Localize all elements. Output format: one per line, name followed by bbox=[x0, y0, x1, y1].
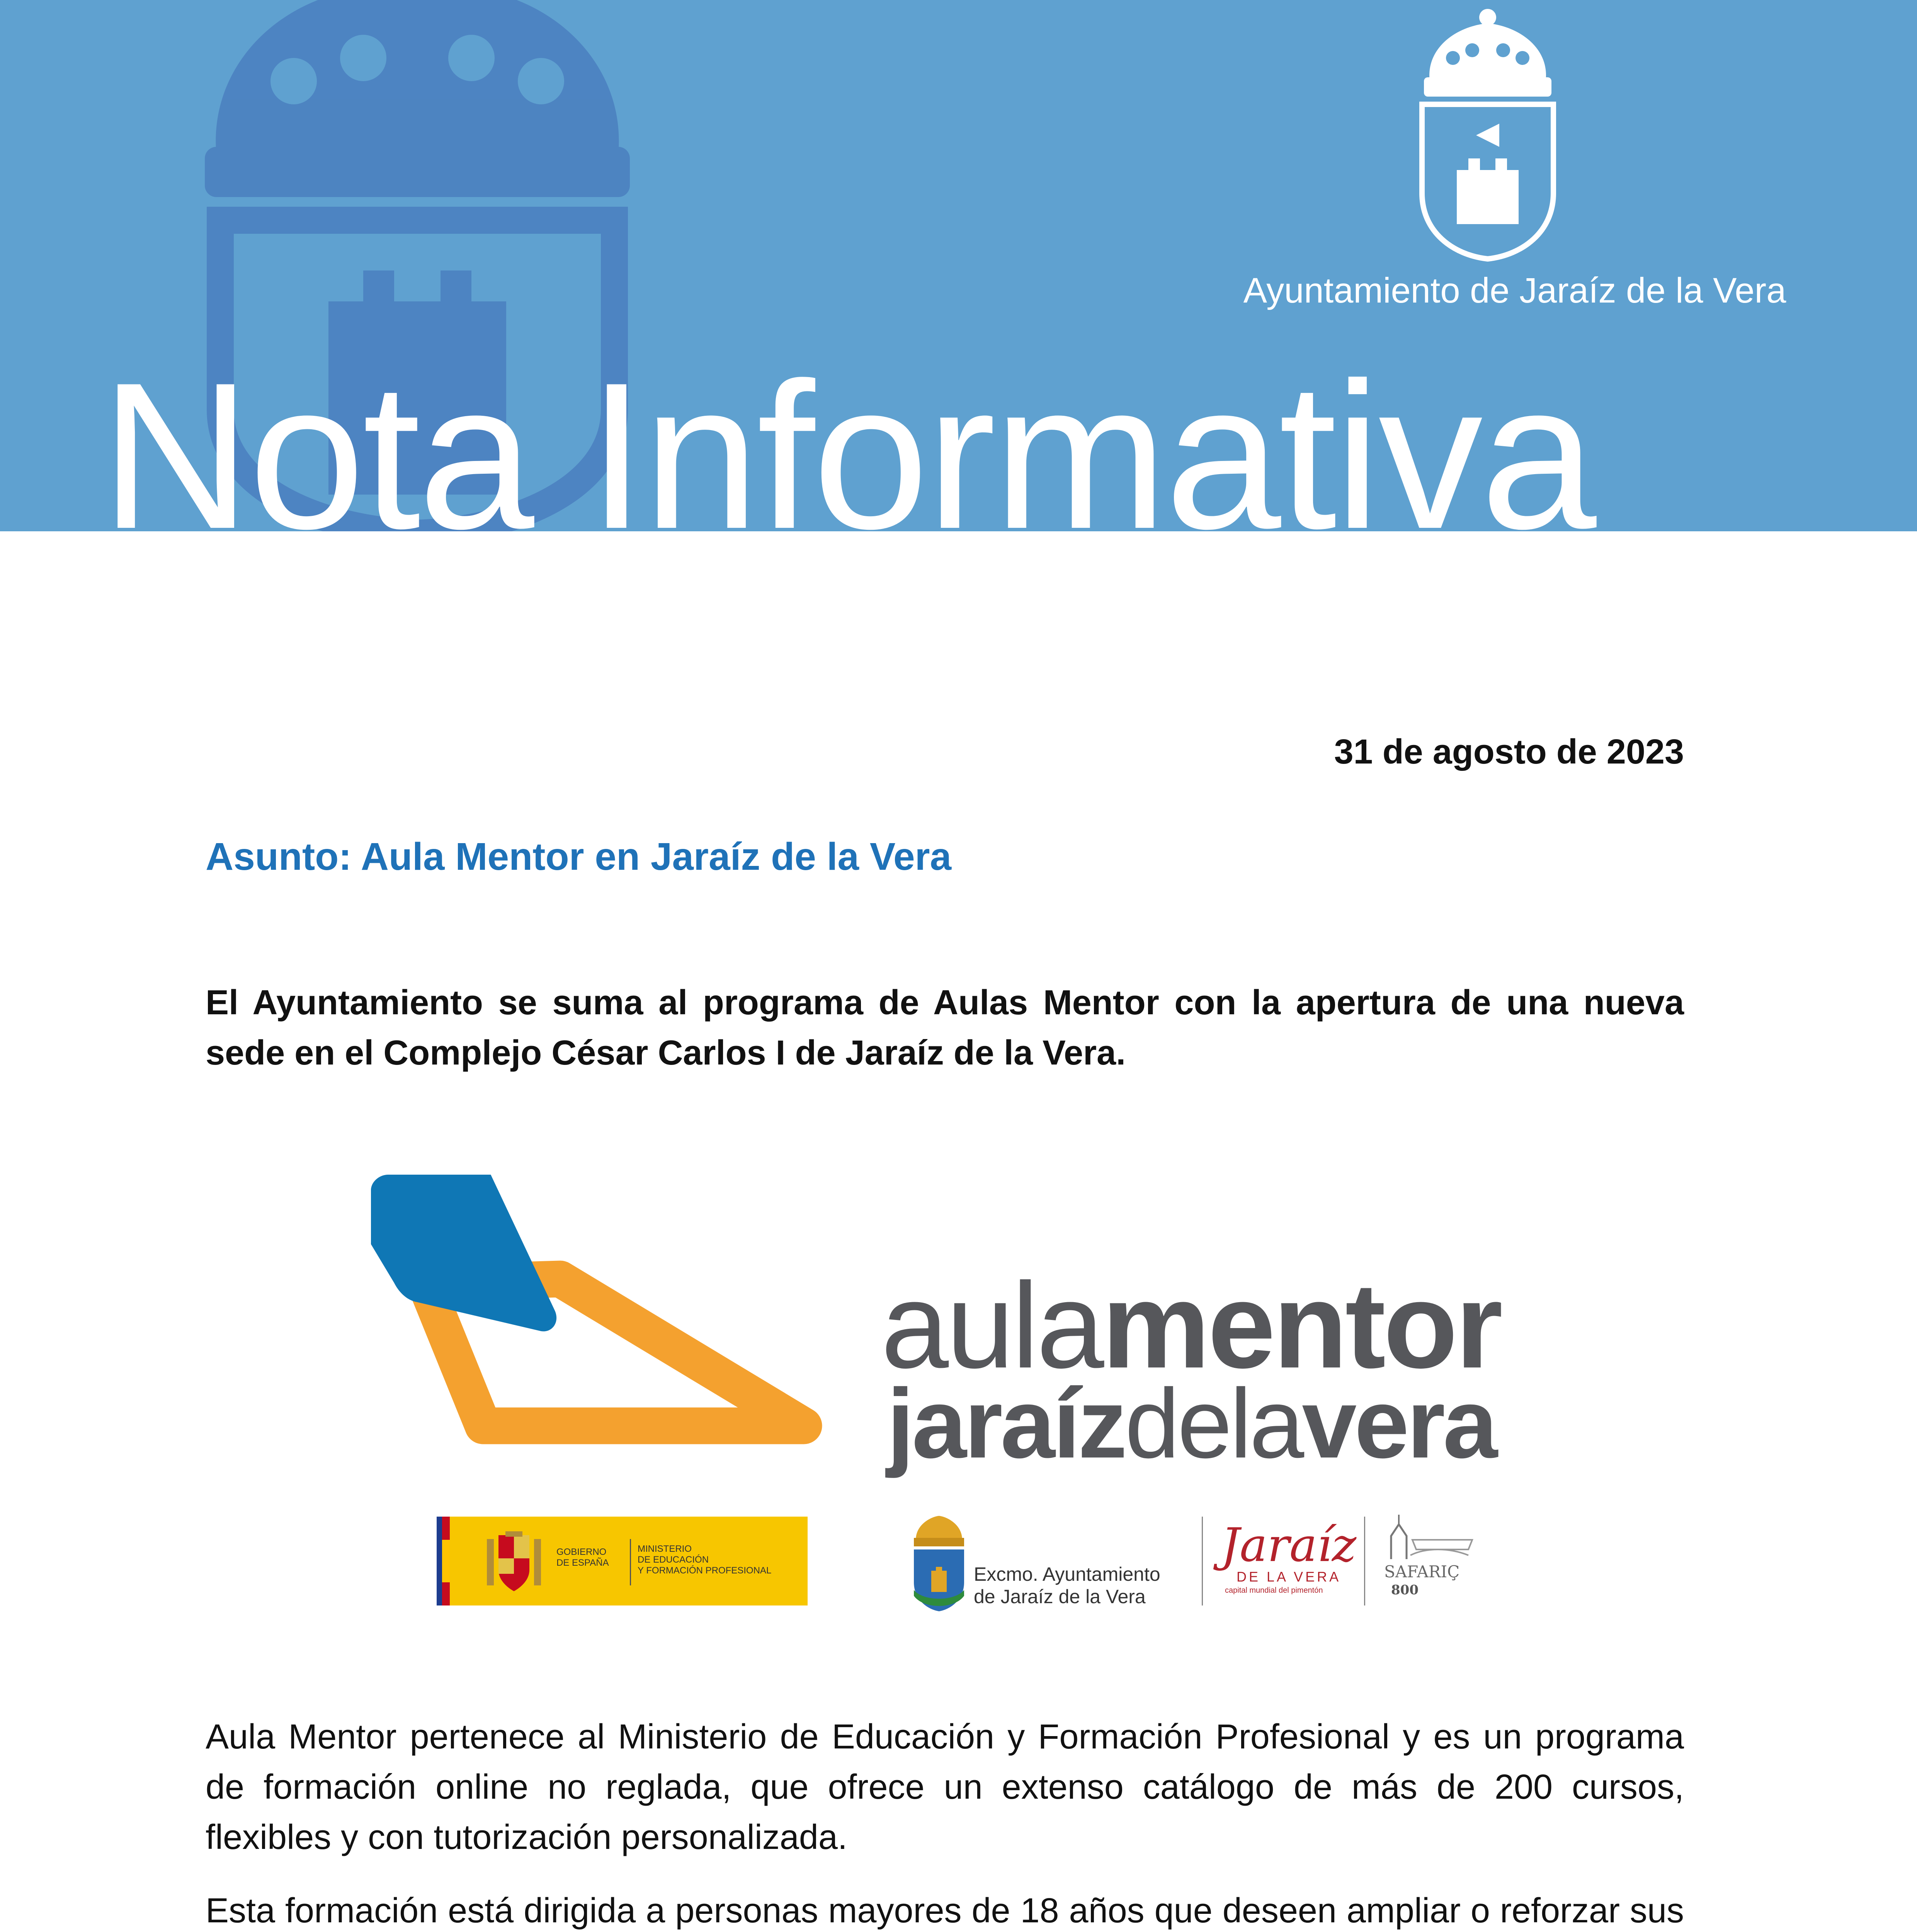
aula-mentor-logo bbox=[367, 1175, 1538, 1615]
body-paragraph: Aula Mentor pertenece al Ministerio de Educación y Formación Profesional y es un programa de formación online no reglada, que ofrece un extenso catálogo de más de 200 cursos, flexibles y con tutorización personalizada. bbox=[206, 1718, 1684, 1857]
ministerio-label: MINISTERIO DE EDUCACIÓN Y FORMACIÓN PROFESIONAL bbox=[638, 1544, 772, 1576]
safaric-label: SAFARIÇ bbox=[1384, 1562, 1460, 1581]
body-paragraph: Esta formación está dirigida a personas mayores de 18 años que deseen ampliar o reforzar sus bbox=[206, 1891, 1684, 1930]
spain-flag-icon bbox=[437, 1517, 450, 1605]
town-crest-icon bbox=[1407, 8, 1569, 270]
wordmark-aula: aula bbox=[881, 1257, 1102, 1393]
wordmark-mentor: mentor bbox=[1102, 1257, 1501, 1393]
wordmark-vera: vera bbox=[1302, 1369, 1495, 1479]
safaric-tower-icon bbox=[1376, 1513, 1476, 1563]
aula-mentor-shape-icon bbox=[367, 1175, 839, 1468]
ayuntamiento-label: Excmo. Ayuntamiento de Jaraíz de la Vera bbox=[974, 1563, 1160, 1607]
ayuntamiento-crest-icon bbox=[908, 1513, 970, 1613]
gobierno-label: GOBIERNO DE ESPAÑA bbox=[556, 1547, 609, 1568]
safaric-years: 800 bbox=[1391, 1582, 1419, 1598]
document-date: 31 de agosto de 2023 bbox=[1334, 733, 1684, 771]
separator bbox=[1202, 1517, 1203, 1605]
spain-coat-of-arms-icon bbox=[487, 1531, 541, 1593]
lead-paragraph: El Ayuntamiento se suma al programa de Aulas Mentor con la apertura de una nueva sede en el Complejo César Carlos I de Jaraíz de la Vera. bbox=[206, 983, 1684, 1072]
wordmark-jaraiz: jaraíz bbox=[887, 1369, 1125, 1479]
town-name: Ayuntamiento de Jaraíz de la Vera bbox=[1243, 271, 1786, 310]
separator bbox=[630, 1539, 631, 1585]
wordmark-dela: dela bbox=[1125, 1369, 1302, 1479]
document-subject: Asunto: Aula Mentor en Jaraíz de la Vera bbox=[206, 835, 952, 878]
jaraiz-brand-tagline: capital mundial del pimentón bbox=[1225, 1586, 1323, 1595]
government-logo bbox=[437, 1517, 808, 1605]
separator bbox=[1364, 1517, 1365, 1605]
header-banner bbox=[0, 0, 1917, 531]
partner-logos bbox=[908, 1513, 1526, 1613]
jaraiz-brand-logo: Jaraíz bbox=[1221, 1519, 1357, 1572]
jaraiz-brand-subtitle: DE LA VERA bbox=[1237, 1569, 1341, 1585]
page-title: Nota Informativa bbox=[100, 339, 1594, 531]
place-wordmark bbox=[887, 1368, 1495, 1480]
